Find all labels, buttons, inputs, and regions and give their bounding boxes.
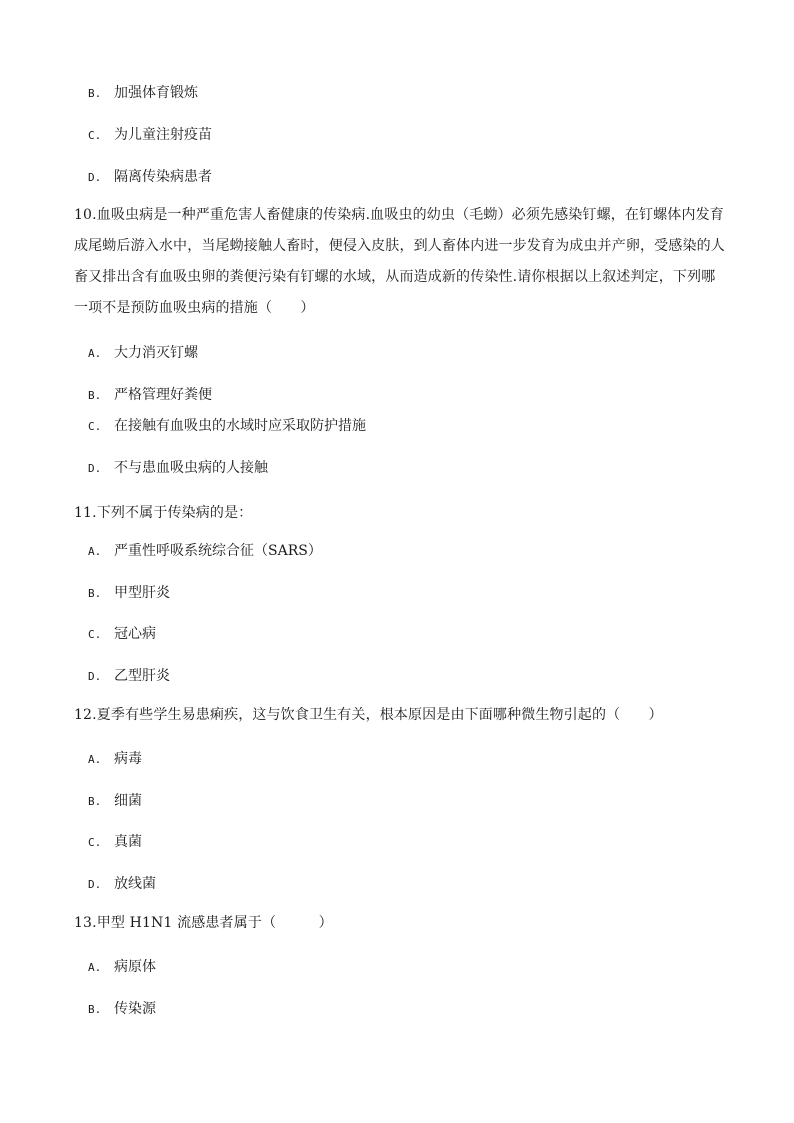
option-letter: B. <box>88 1003 102 1016</box>
stem-line: 12.夏季有些学生易患痢疾，这与饮食卫生有关，根本原因是由下面哪种微生物引起的（ ） <box>74 707 663 723</box>
option-letter: C. <box>88 129 102 142</box>
q13-option-b <box>88 998 156 1018</box>
option-letter: D. <box>88 670 102 683</box>
option-letter: C. <box>88 628 102 641</box>
option-text: 加强体育锻炼 <box>114 85 198 101</box>
stem-line: 畜又排出含有血吸虫卵的粪便污染有钉螺的水域，从而造成新的传染性.请你根据以上叙述判定，下列哪 <box>74 269 716 285</box>
option-text: 冠心病 <box>114 626 156 642</box>
option-letter: A. <box>88 347 102 360</box>
q10-option-b <box>88 384 212 404</box>
option-text: 不与患血吸虫病的人接触 <box>114 460 268 476</box>
question-13-stem <box>74 908 722 939</box>
option-letter: C. <box>88 836 102 849</box>
stem-line: 11.下列不属于传染病的是： <box>74 505 253 521</box>
q12-option-c <box>88 831 142 851</box>
option-letter: C. <box>88 420 102 433</box>
option-letter: B. <box>88 389 102 402</box>
option-text: 真菌 <box>114 834 142 850</box>
option-letter: A. <box>88 961 102 974</box>
stem-line: 一项不是预防血吸虫病的措施（ ） <box>74 300 315 316</box>
option-text: 细菌 <box>114 793 142 809</box>
q10-option-d <box>88 457 268 477</box>
q13-option-a <box>88 956 156 976</box>
option-letter: B. <box>88 587 102 600</box>
q12-option-b <box>88 790 142 810</box>
option-text: 传染源 <box>114 1001 156 1017</box>
q9-option-c <box>88 124 212 144</box>
stem-line: 成尾蚴后游入水中，当尾蚴接触人畜时，便侵入皮肤，到人畜体内进一步发育为成虫并产卵，受感染的人 <box>74 238 725 254</box>
option-text: 大力消灭钉螺 <box>114 345 198 361</box>
q10-option-a <box>88 342 198 362</box>
q12-option-d <box>88 873 156 893</box>
q12-option-a <box>88 748 142 768</box>
q10-option-c <box>88 415 366 435</box>
option-text: 甲型肝炎 <box>114 585 170 601</box>
q9-option-b <box>88 82 198 102</box>
option-letter: A. <box>88 753 102 766</box>
option-text: 严格管理好粪便 <box>114 387 212 403</box>
option-letter: D. <box>88 171 102 184</box>
option-text: 病原体 <box>114 959 156 975</box>
q11-option-b <box>88 582 170 602</box>
option-letter: B. <box>88 87 102 100</box>
option-text: 为儿童注射疫苗 <box>114 127 212 143</box>
option-letter: A. <box>88 545 102 558</box>
q11-option-c <box>88 623 156 643</box>
question-11-stem <box>74 498 722 529</box>
stem-line: 13.甲型 H1N1 流感患者属于（ ） <box>74 915 333 931</box>
q9-option-d <box>88 166 212 186</box>
question-12-stem <box>74 700 722 731</box>
question-10-stem <box>74 200 725 324</box>
option-letter: D. <box>88 878 102 891</box>
option-letter: B. <box>88 795 102 808</box>
option-text: 放线菌 <box>114 876 156 892</box>
option-text: 在接触有血吸虫的水域时应采取防护措施 <box>114 418 366 434</box>
option-text: 隔离传染病患者 <box>114 169 212 185</box>
stem-line: 10.血吸虫病是一种严重危害人畜健康的传染病.血吸虫的幼虫（毛蚴）必须先感染钉螺，在钉螺体内发育 <box>74 207 724 223</box>
option-text: 乙型肝炎 <box>114 668 170 684</box>
q11-option-a <box>88 540 322 560</box>
option-letter: D. <box>88 462 102 475</box>
option-text: 严重性呼吸系统综合征（SARS） <box>114 543 322 559</box>
option-text: 病毒 <box>114 751 142 767</box>
q11-option-d <box>88 665 170 685</box>
